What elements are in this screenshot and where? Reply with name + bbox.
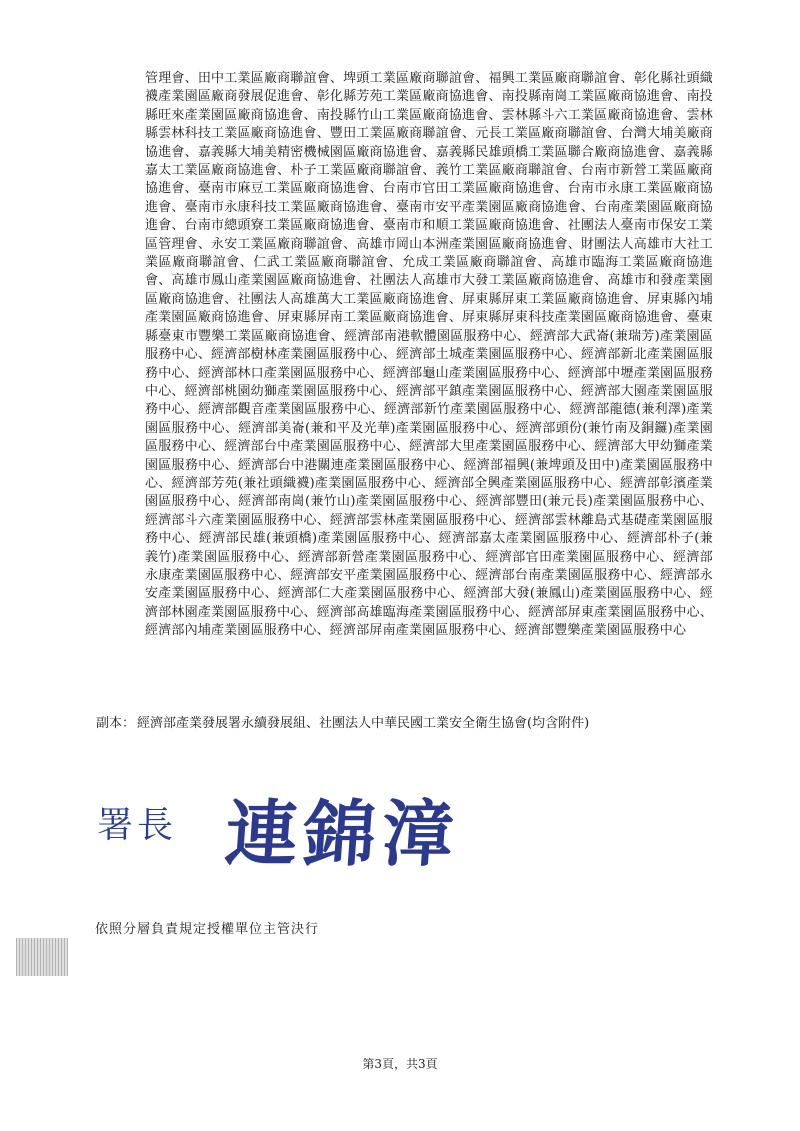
signature-name-stamp: 連錦漳 <box>222 791 463 876</box>
scan-stamp-mark <box>16 938 68 976</box>
signature-title: 署長 <box>97 805 178 846</box>
recipient-list-text: 管理會、田中工業區廠商聯誼會、埤頭工業區廠商聯誼會、福興工業區廠商聯誼會、彰化縣社頭織襪產業園區廠商發展促進會、彰化縣芳苑工業區廠商協進會、南投縣南崗工業區廠商協進會、南投縣旺來產業園區廠商協進會、南投縣竹山工業區廠商協進會、雲林縣斗六工業區廠商協進會、雲林縣雲林科技工業區廠商協進會、豐田工業區廠商聯誼會、元長工業區廠商聯誼會、台灣大埔美廠商協進會、嘉義縣大埔美精密機械園區廠商協進會、嘉義縣民雄頭橋工業區聯合廠商協進會、嘉義縣嘉太工業區廠商協進會、朴子工業區廠商聯誼會、義竹工業區廠商聯誼會、台南市新營工業區廠商協進會、臺南市麻豆工業區廠商協進會、台南市官田工業區廠商協進會、台南市永康工業區廠商協進會、臺南市永康科技工業區廠商協進會、臺南市安平產業園區廠商協進會、台南產業園區廠商協進會、台南市總頭寮工業區廠商協進會、臺南市和順工業區廠商協進會、社團法人臺南市保安工業區管理會、永安工業區廠商聯誼會、高雄市岡山本洲產業園區廠商協進會、財團法人高雄市大社工業區廠商聯誼會、仁武工業區廠商聯誼會、允成工業區廠商聯誼會、高雄市臨海工業區廠商協進會、高雄市鳳山產業園區廠商協進會、社團法人高雄市大發工業區廠商協進會、高雄市和發產業園區廠商協進會、社團法人高雄萬大工業區廠商協進會、屏東縣屏東工業區廠商協進會、屏東縣內埔產業園區廠商協進會、屏東縣屏南工業區廠商協進會、屏東縣屏東科技產業園區廠商協進會、臺東縣臺東市豐樂工業區廠商協進會、經濟部南港軟體園區服務中心、經濟部大武崙(兼瑞芳)產業園區服務中心、經濟部樹林產業園區服務中心、經濟部土城產業園區服務中心、經濟部新北產業園區服務中心、經濟部林口產業園區服務中心、經濟部龜山產業園區服務中心、經濟部中壢產業園區服務中心、經濟部桃園幼獅產業園區服務中心、經濟部平鎮產業園區服務中心、經濟部大園產業園區服務中心、經濟部觀音產業園區服務中心、經濟部新竹產業園區服務中心、經濟部龍德(兼利澤)產業園區服務中心、經濟部美崙(兼和平及光華)產業園區服務中心、經濟部頭份(兼竹南及銅鑼)產業園區服務中心、經濟部台中產業園區服務中心、經濟部大里產業園區服務中心、經濟部大甲幼獅產業園區服務中心、經濟部台中港關連產業園區服務中心、經濟部福興(兼埤頭及田中)產業園區服務中心、經濟部芳苑(兼社頭織襪)產業園區服務中心、經濟部全興產業園區服務中心、經濟部彰濱產業園區服務中心、經濟部南崗(兼竹山)產業園區服務中心、經濟部豐田(兼元長)產業園區服務中心、經濟部斗六產業園區服務中心、經濟部雲林產業園區服務中心、經濟部雲林離島式基礎產業園區服務中心、經濟部民雄(兼頭橋)產業園區服務中心、經濟部嘉太產業園區服務中心、經濟部朴子(兼義竹)產業園區服務中心、經濟部新營產業園區服務中心、經濟部官田產業園區服務中心、經濟部永康產業園區服務中心、經濟部安平產業園區服務中心、經濟部台南產業園區服務中心、經濟部永安產業園區服務中心、經濟部仁大產業園區服務中心、經濟部大發(兼鳳山)產業園區服務中心、經濟部林園產業園區服務中心、經濟部高雄臨海產業園區服務中心、經濟部屏東產業園區服務中心、經濟部內埔產業園區服務中心、經濟部屏南產業園區服務中心、經濟部豐樂產業園區服務中心 <box>145 71 713 639</box>
page-footer: 第3頁，共3頁 <box>362 1057 438 1071</box>
delegation-note: 依照分層負責規定授權單位主管決行 <box>95 922 320 937</box>
cc-label: 副本： <box>96 716 136 731</box>
cc-line <box>96 715 716 733</box>
cc-recipients: 經濟部產業發展署永續發展組、社團法人中華民國工業安全衛生協會(均含附件) <box>137 716 590 731</box>
